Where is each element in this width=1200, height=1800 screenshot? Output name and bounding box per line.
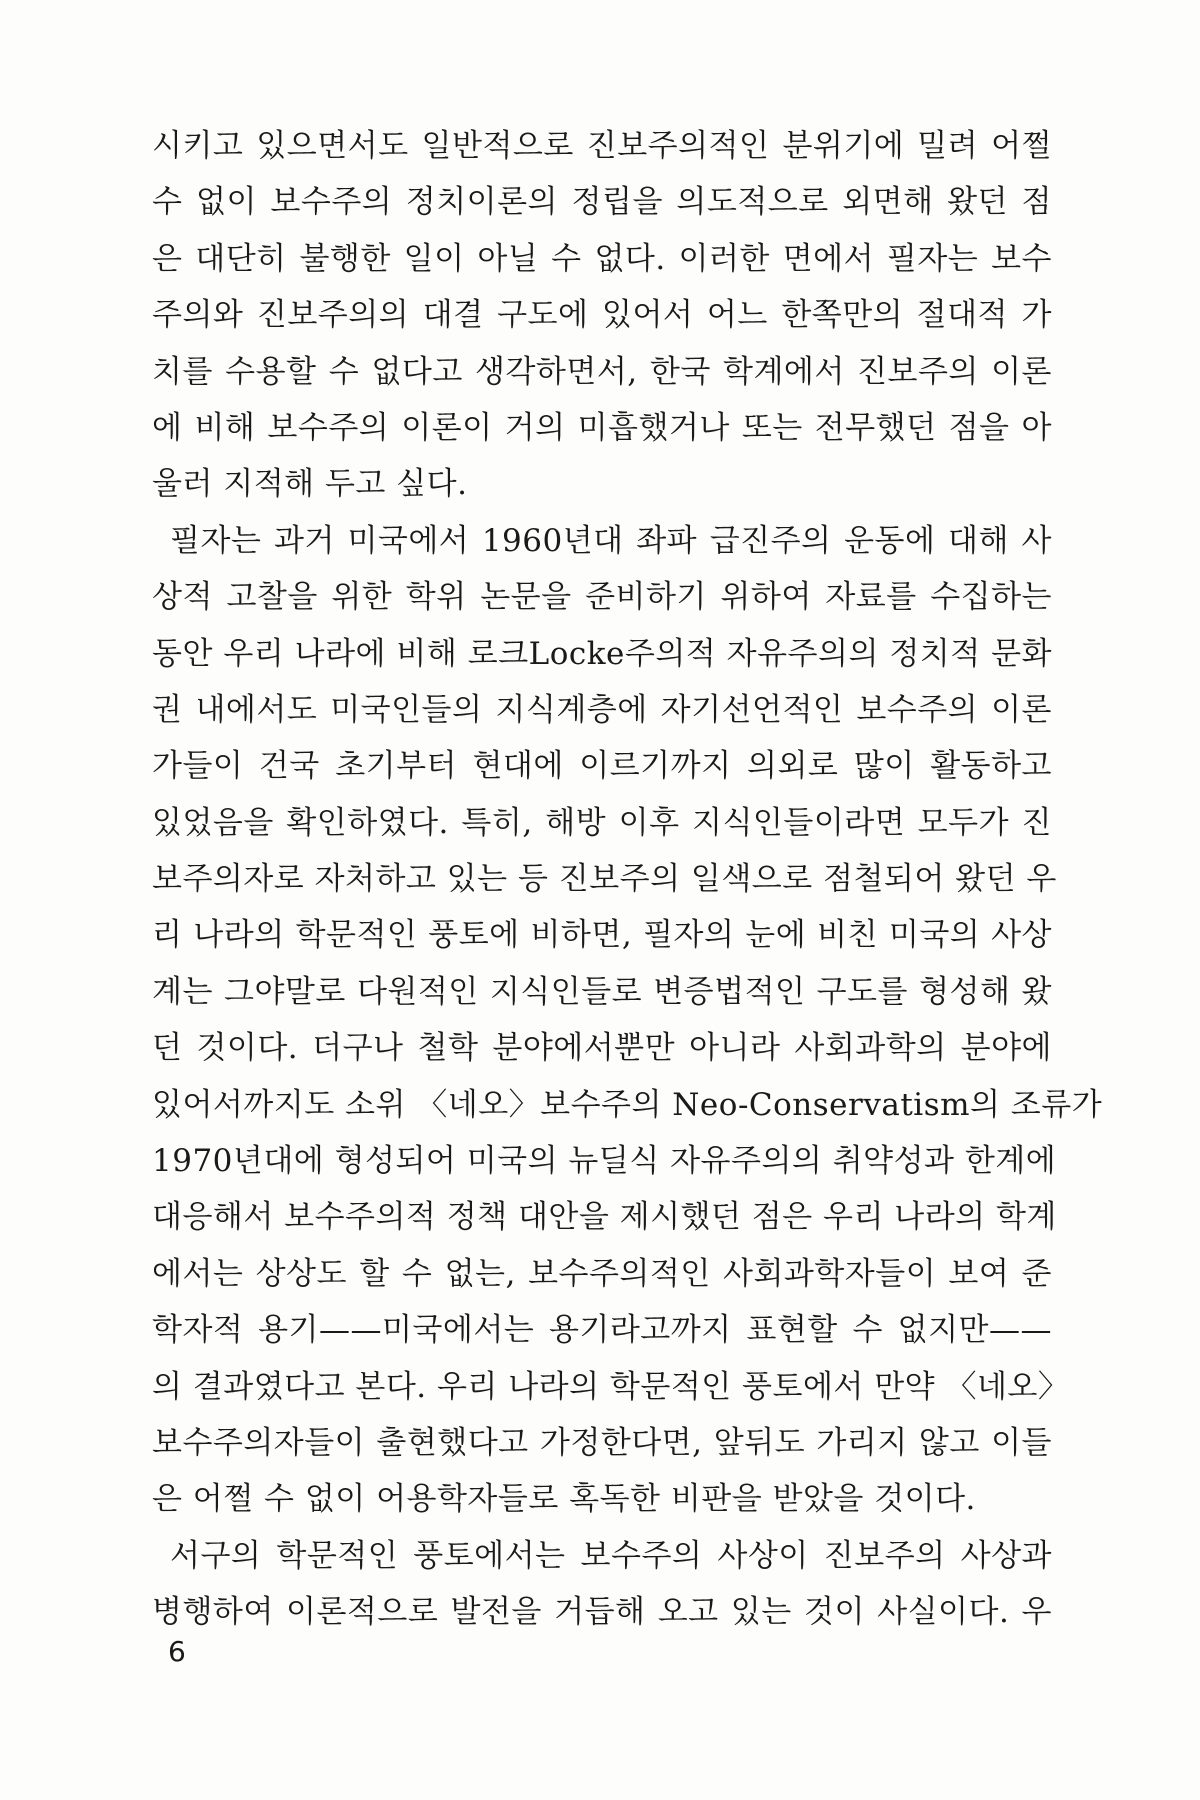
text-line: 병행하여 이론적으로 발전을 거듭해 오고 있는 것이 사실이다. 우	[152, 1594, 1052, 1631]
text-line: 상적 고찰을 위한 학위 논문을 준비하기 위하여 자료를 수집하는	[152, 579, 1052, 616]
text-line: 리 나라의 학문적인 풍토에 비하면, 필자의 눈에 비친 미국의 사상	[152, 917, 1052, 954]
text-line: 치를 수용할 수 없다고 생각하면서, 한국 학계에서 진보주의 이론	[152, 353, 1052, 390]
text-line: 계는 그야말로 다원적인 지식인들로 변증법적인 구도를 형성해 왔	[152, 973, 1052, 1010]
text-line: 1970년대에 형성되어 미국의 뉴딜식 자유주의의 취약성과 한계에	[152, 1143, 1057, 1180]
text-line: 동안 우리 나라에 비해 로크Locke주의적 자유주의의 정치적 문화	[152, 635, 1052, 672]
text-line: 가들이 건국 초기부터 현대에 이르기까지 의외로 많이 활동하고	[152, 748, 1052, 785]
text-line: 에 비해 보수주의 이론이 거의 미흡했거나 또는 전무했던 점을 아	[152, 409, 1052, 446]
text-line: 서구의 학문적인 풍토에서는 보수주의 사상이 진보주의 사상과	[170, 1537, 1052, 1574]
text-line: 있어서까지도 소위 〈네오〉보수주의 Neo-Conservatism의 조류가	[152, 1086, 1103, 1123]
text-line: 있었음을 확인하였다. 특히, 해방 이후 지식인들이라면 모두가 진	[152, 804, 1052, 841]
text-line: 시키고 있으면서도 일반적으로 진보주의적인 분위기에 밀려 어쩔	[152, 128, 1052, 164]
text-line: 에서는 상상도 할 수 없는, 보수주의적인 사회과학자들이 보여 준	[152, 1255, 1052, 1292]
text-line: 주의와 진보주의의 대결 구도에 있어서 어느 한쪽만의 절대적 가	[152, 297, 1052, 334]
text-line: 수 없이 보수주의 정치이론의 정립을 의도적으로 외면해 왔던 점	[152, 184, 1052, 221]
text-line: 필자는 과거 미국에서 1960년대 좌파 급진주의 운동에 대해 사	[170, 522, 1052, 559]
text-line: 권 내에서도 미국인들의 지식계층에 자기선언적인 보수주의 이론	[152, 691, 1052, 728]
text-line: 던 것이다. 더구나 철학 분야에서뿐만 아니라 사회과학의 분야에	[152, 1030, 1052, 1067]
text-line: 보주의자로 자처하고 있는 등 진보주의 일색으로 점철되어 왔던 우	[152, 861, 1057, 898]
page-number: 6	[168, 1635, 186, 1668]
text-line: 울러 지적해 두고 싶다.	[152, 466, 468, 503]
text-line: 은 어쩔 수 없이 어용학자들로 혹독한 비판을 받았을 것이다.	[152, 1481, 976, 1518]
body-text	[152, 118, 1103, 1641]
text-line: 의 결과였다고 본다. 우리 나라의 학문적인 풍토에서 만약 〈네오〉	[152, 1368, 1070, 1405]
text-line: 학자적 용기——미국에서는 용기라고까지 표현할 수 없지만——	[152, 1312, 1052, 1349]
text-line: 대응해서 보수주의적 정책 대안을 제시했던 점은 우리 나라의 학계	[152, 1199, 1057, 1236]
text-line: 은 대단히 불행한 일이 아닐 수 없다. 이러한 면에서 필자는 보수	[152, 240, 1052, 277]
text-line: 보수주의자들이 출현했다고 가정한다면, 앞뒤도 가리지 않고 이들	[152, 1424, 1052, 1461]
